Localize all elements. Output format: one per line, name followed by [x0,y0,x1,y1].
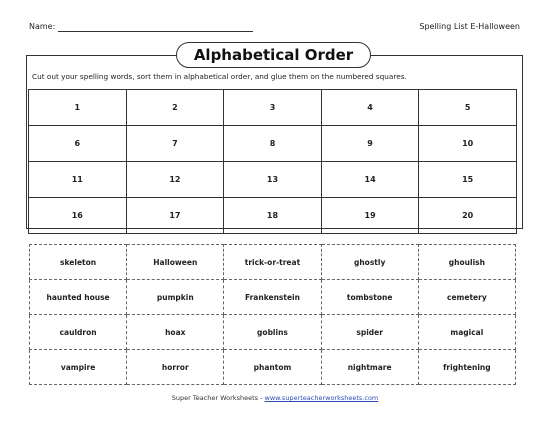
spelling-list-title: Spelling List E-Halloween [419,22,520,31]
number-square: 4 [321,90,419,126]
word-row [30,350,516,385]
word-card: magical [418,315,515,350]
number-square: 14 [321,162,419,198]
instructions-text: Cut out your spelling words, sort them in alphabetical order, and glue them on the numbered squares. [32,72,407,81]
number-row [29,126,517,162]
number-square: 6 [29,126,127,162]
word-card: Frankenstein [224,280,321,315]
footer-text: Super Teacher Worksheets - [171,394,265,402]
cut-out-words-grid [29,244,516,385]
number-square: 8 [224,126,322,162]
word-card: spider [321,315,418,350]
word-card: skeleton [30,245,127,280]
number-row [29,198,517,234]
word-row [30,245,516,280]
word-card: horror [127,350,224,385]
number-row [29,162,517,198]
word-card: nightmare [321,350,418,385]
number-square: 5 [419,90,517,126]
number-square: 18 [224,198,322,234]
number-square: 2 [126,90,224,126]
word-card: goblins [224,315,321,350]
word-card: ghoulish [418,245,515,280]
word-card: frightening [418,350,515,385]
number-square: 12 [126,162,224,198]
word-row [30,280,516,315]
number-square: 1 [29,90,127,126]
number-square: 10 [419,126,517,162]
word-card: phantom [224,350,321,385]
page-title [176,42,371,68]
word-card: Halloween [127,245,224,280]
word-card: cemetery [418,280,515,315]
word-row [30,315,516,350]
word-card: trick-or-treat [224,245,321,280]
word-card: pumpkin [127,280,224,315]
number-square: 17 [126,198,224,234]
number-square: 15 [419,162,517,198]
word-card: ghostly [321,245,418,280]
word-card: hoax [127,315,224,350]
number-square: 16 [29,198,127,234]
footer-website-link[interactable]: www.superteacherworksheets.com [264,394,379,402]
word-card: tombstone [321,280,418,315]
word-card: cauldron [30,315,127,350]
page-title-text: Alphabetical Order [193,46,354,64]
word-card: haunted house [30,280,127,315]
footer [0,394,550,402]
name-write-line [58,31,253,32]
number-square: 19 [321,198,419,234]
numbered-squares-grid [28,89,517,234]
number-row [29,90,517,126]
number-square: 7 [126,126,224,162]
number-square: 9 [321,126,419,162]
number-square: 20 [419,198,517,234]
worksheet-header [29,22,520,36]
word-card: vampire [30,350,127,385]
name-label: Name: [29,22,56,31]
number-square: 13 [224,162,322,198]
number-square: 11 [29,162,127,198]
number-square: 3 [224,90,322,126]
